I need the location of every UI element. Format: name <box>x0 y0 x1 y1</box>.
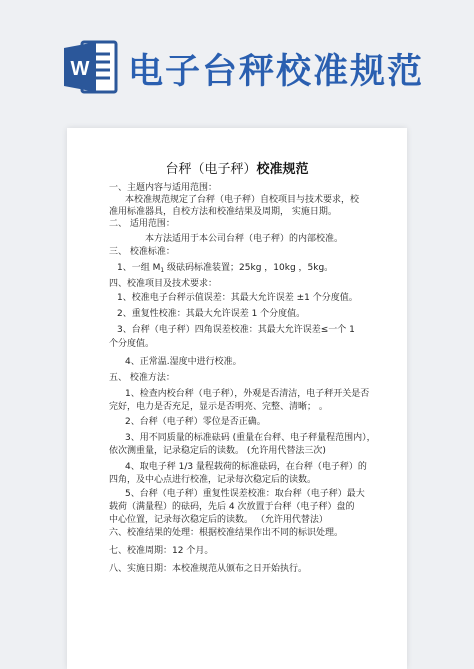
requirement-item: 2、重复性校准：其最大允许误差 1 个分度值。 <box>117 309 306 319</box>
document-title-plain: 台秤（电子秤） <box>165 162 257 177</box>
banner <box>0 0 474 120</box>
paragraph-line: 个分度值。 <box>109 339 155 349</box>
requirement-item: 1、校准电子台秤示值误差：其最大允许误差 ±1 个分度值。 <box>117 293 358 303</box>
word-document-icon <box>62 38 120 96</box>
word-icon-letter: W <box>70 58 90 80</box>
section-heading-7: 七、校准周期：12 个月。 <box>109 546 214 556</box>
section-heading-6: 六、校准结果的处理：根据校准结果作出不同的标识处理。 <box>109 528 344 538</box>
method-item: 4、取电子秤 1/3 量程载荷的标准砝码，在台秤（电子秤）的 <box>125 462 367 472</box>
document-page <box>67 128 407 669</box>
section-heading-8: 八、实施日期：本校准规范从颁布之日开始执行。 <box>109 564 308 574</box>
section-heading-4: 四、校准项目及技术要求： <box>109 279 218 289</box>
paragraph-line: 依次测重量，记录稳定后的读数。 (允许用代替法三次) <box>109 446 326 456</box>
paragraph-line: 中心位置，记录每次稳定后的读数。 （允许用代替法） <box>109 515 328 525</box>
document-title-bold: 校准规范 <box>256 162 309 177</box>
paragraph-line: 完好，电力是否充足，显示是否明亮、完整、清晰； 。 <box>109 402 328 412</box>
section-heading-5: 五、 校准方法： <box>109 373 175 383</box>
method-item: 1、检查内校台秤（电子秤），外观是否清洁，电子秤开关是否 <box>125 389 370 399</box>
weight-class-line <box>117 262 333 277</box>
requirement-item: 3、台秤（电子秤）四角误差校准：其最大允许误差≤一个 1 <box>117 325 355 335</box>
paragraph-line: 载荷（满量程）的砝码，先后 4 次放置于台秤（电子秤）盘的 <box>109 502 355 512</box>
section-heading-3: 三、 校准标准： <box>109 247 175 257</box>
paragraph-line: 四角，及中心点进行校准，记录每次稳定后的读数。 <box>109 475 317 485</box>
banner-title: 电子台秤校准规范 <box>128 52 425 92</box>
paragraph-line: 准用标准器具，自校方法和校准结果及周期， 实施日期。 <box>109 207 337 217</box>
paragraph-line: 本校准规范规定了台秤（电子秤）自校项目与技术要求，校 <box>125 195 360 205</box>
weight-class-subscript: 1 <box>160 267 165 274</box>
method-item: 3、用不同质量的标准砝码 (重量在台秤、电子秤量程范围内）， <box>125 433 376 443</box>
section-heading-1: 一、主题内容与适用范围： <box>109 183 218 193</box>
weight-class-suffix: 级砝码标准装置；25kg ，10kg ，5kg。 <box>164 263 334 273</box>
weight-class-prefix: 1、一组 M <box>117 263 161 273</box>
paragraph-line: 本方法适用于本公司台秤（电子秤）的内部校准。 <box>145 234 344 244</box>
method-item: 5、台秤（电子秤）重复性误差校准：取台秤（电子秤）最大 <box>125 489 365 499</box>
section-heading-2: 二、 适用范围： <box>109 219 175 229</box>
method-item: 2、台秤（电子秤）零位是否正确。 <box>125 417 266 427</box>
requirement-item: 4、正常温.湿度中进行校准。 <box>125 357 242 367</box>
document-title <box>67 158 407 177</box>
